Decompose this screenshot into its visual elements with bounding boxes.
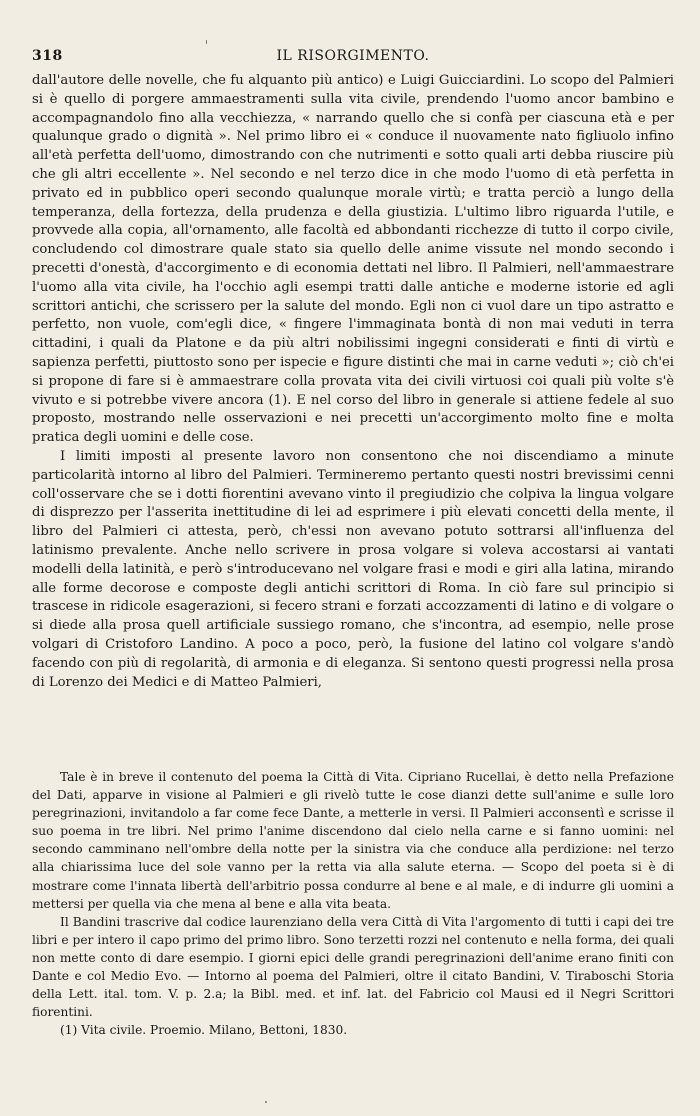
- footnote-reference: (1) Vita civile. Proemio. Milano, Bettoni, 1830.: [60, 1023, 348, 1038]
- footnotes: [32, 768, 674, 1039]
- body-paragraph: I limiti imposti al presente lavoro non consentono che noi discendiamo a minute particolarità intorno al libro del Palmieri. Termineremo pertanto questi nostri brevissimi cenni coll'osservare che se i dotti fiorentini avevano vinto il pregiudizio che colpiva la lingua volgare di disprezzo per l'asserita inettitudine di lei ad esprimere i più elevati concetti della mente, il libro del Palmieri ci attesta, però, ch'essi non avevano potuto sottrarsi all'influenza del latinismo prevalente. Anche nello scrivere in prosa volgare si voleva accostarsi ai vantati modelli della latinità, e però s'introducevano nel volgare frasi e modi e giri alla latina, mirando alle forme decorose e composte degli antichi scrittori di Roma. In ciò fare sul principio si trascese in ridicole esagerazioni, si fecero strani e forzati accozzamenti di latino e di volgare o si diede alla prosa quell artificiale sussiego romano, che s'incontra, ad esempio, nelle prose volgari di Cristoforo Landino. A poco a poco, però, la fusione del latino col volgare s'andò facendo con più di regolarità, di armonia e di eleganza. Si sentono questi progressi nella prosa di Lorenzo dei Medici e di Matteo Palmieri,: [32, 448, 674, 690]
- page-header: [32, 48, 674, 70]
- footnote-paragraph: Il Bandini trascrive dal codice laurenziano della vera Città di Vita l'argomento di tutti i capi dei tre libri e per intero il capo primo del primo libro. Sono terzetti rozzi nel contenuto e nella forma, dei quali non mette conto di dare esempio. I giorni epici delle grandi peregrinazioni dell'anime erano finiti con Dante e col Medio Evo. — Intorno al poema del Palmieri, oltre il citato Bandini, V. Tiraboschi Storia della Lett. ital. tom. V. p. 2.a; la Bibl. med. et inf. lat. del Fabricio col Mausi ed il Negri Scrittori fiorentini.: [32, 914, 674, 1020]
- paper-speck: [265, 1101, 267, 1103]
- running-title: IL RISORGIMENTO.: [276, 48, 430, 64]
- page-number: 318: [32, 48, 63, 64]
- body-text: [32, 72, 674, 692]
- footnote-paragraph: Tale è in breve il contenuto del poema la Città di Vita. Cipriano Rucellai, è detto nella Prefazione del Dati, apparve in visione al Palmieri e gli rivelò tutte le cose dianzi dette sull'anime e sulle loro peregrinazioni, invitandolo a far come fece Dante, a metterle in versi. Il Palmieri acconsentì e scrisse il suo poema in tre libri. Nel primo l'anime discendono dal cielo nella carne e si fanno uomini: nel secondo camminano nell'ombre della notte per la sinistra via che conduce alla perdizione: nel terzo alla chiarissima luce del sole vanno per la retta via alla salute eterna. — Scopo del poeta si è di mostrare come l'innata libertà dell'arbitrio possa condurre al bene e al male, e di indurre gli uomini a mettersi per quella via che mena al bene e alla vita beata.: [32, 770, 674, 911]
- body-paragraph: dall'autore delle novelle, che fu alquanto più antico) e Luigi Guicciardini. Lo scopo del Palmieri si è quello di porgere ammaestramenti sulla vita civile, prendendo l'uomo ancor bambino e accompagnandolo fino alla vecchiezza, « narrando quello che si confà per ciascuna età e per qualunque grado o dignità ». Nel primo libro ei « conduce il nuovamente nato figliuolo infino all'età perfetta dell'uomo, dimostrando con che nutrimenti e sotto quali arti debba riuscire più che gli altri eccellente ». Nel secondo e nel terzo dice in che modo l'uomo di età perfetta in privato ed in pubblico operi secondo qualunque morale virtù; e tratta perciò a lungo della temperanza, della fortezza, della prudenza e della giustizia. L'ultimo libro riguarda l'utile, e provvede alla copia, all'ornamento, alle facoltà ed abbondanti ricchezze di tutto il corpo civile, concludendo col dimostrare quale stato sia quello delle anime vissute nel mondo secondo i precetti d'onestà, d'accorgimento e di economia dettati nel libro. Il Palmieri, nell'ammaestrare l'uomo alla vita civile, ha l'occhio agli esempi tratti dalle antiche e moderne istorie ed agli scrittori antichi, che scrissero per la salute del mondo. Egli non ci vuol dare un tipo astratto e perfetto, non vuole, com'egli dice, « fingere l'immaginata bontà di non mai veduti in terra cittadini, i quali da Platone e da più altri nobilissimi ingegni considerati e finti di virtù e sapienza perfetti, piuttosto sono per ispecie e figure distinti che mai in carne veduti »; ciò ch'ei si propone di fare si è ammaestrare colla provata vita dei civili virtuosi coi quali più volte s'è vivuto e si potrebbe vivere ancora (1). E nel corso del libro in generale si attiene fedele al suo proposto, mostrando nelle osservazioni e nei precetti un'accorgimento molto fine e molta pratica degli uomini e delle cose.: [32, 73, 674, 446]
- paper-speck: [206, 40, 207, 44]
